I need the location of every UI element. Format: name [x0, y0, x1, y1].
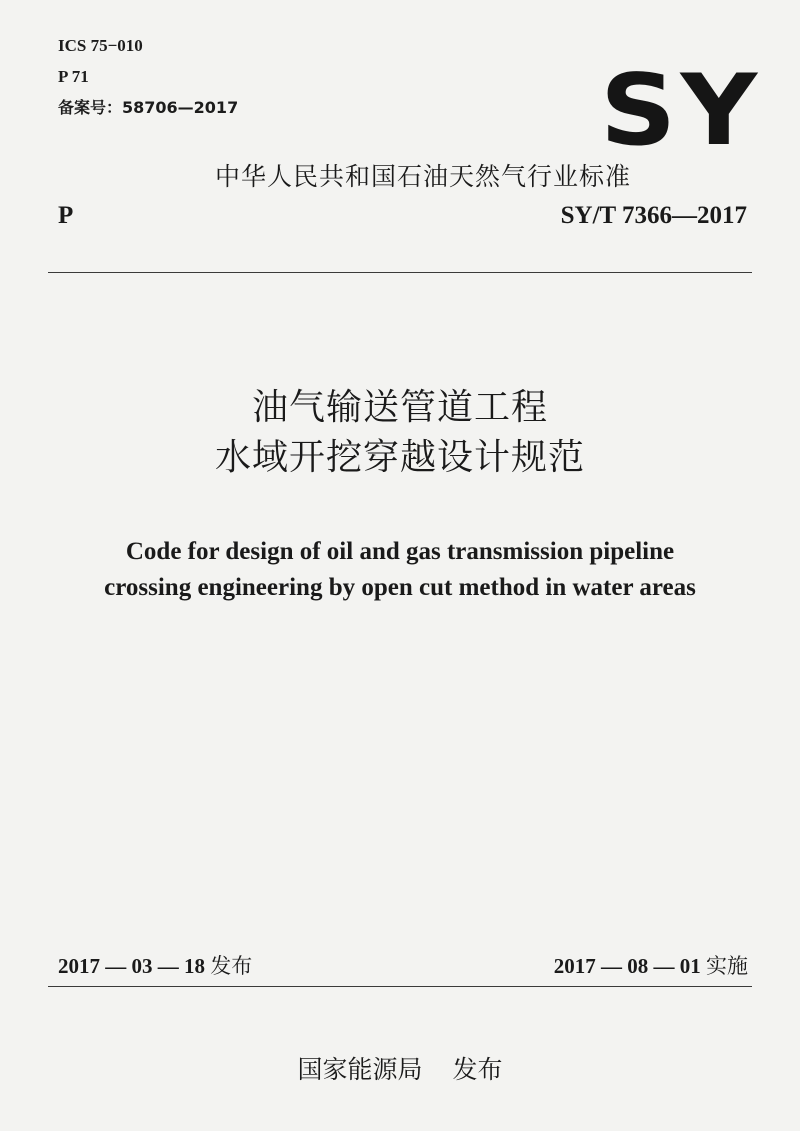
publisher-action: 发布: [452, 1055, 503, 1084]
issue-date: 2017 — 03 — 18: [58, 954, 205, 978]
implementation-label: 实施: [706, 954, 748, 978]
ics-code: ICS 75−010: [58, 36, 143, 55]
publisher-line: [0, 1050, 800, 1086]
publisher-name: 国家能源局: [297, 1055, 423, 1084]
bottom-divider: [48, 986, 752, 987]
industry-standard-title: 中华人民共和国石油天然气行业标准: [215, 162, 632, 191]
implementation-date-block: [554, 950, 748, 980]
english-title-line-2: crossing engineering by open cut method in water areas: [104, 574, 696, 601]
issue-date-block: [58, 950, 252, 980]
sy-logo: SY: [600, 54, 762, 168]
standard-number: SY/T 7366—2017: [560, 202, 747, 229]
english-title-line-1: Code for design of oil and gas transmission pipeline: [125, 538, 675, 565]
ccs-code: P 71: [58, 67, 89, 86]
top-divider: [48, 272, 752, 273]
issue-label: 发布: [210, 954, 253, 978]
record-number: 备案号：58706—2017: [58, 98, 239, 117]
chinese-title-line-1: 油气输送管道工程: [251, 387, 548, 428]
implementation-date: 2017 — 08 — 01: [553, 954, 701, 978]
chinese-title-line-2: 水域开挖穿越设计规范: [214, 437, 585, 478]
standard-category: P: [58, 202, 74, 229]
